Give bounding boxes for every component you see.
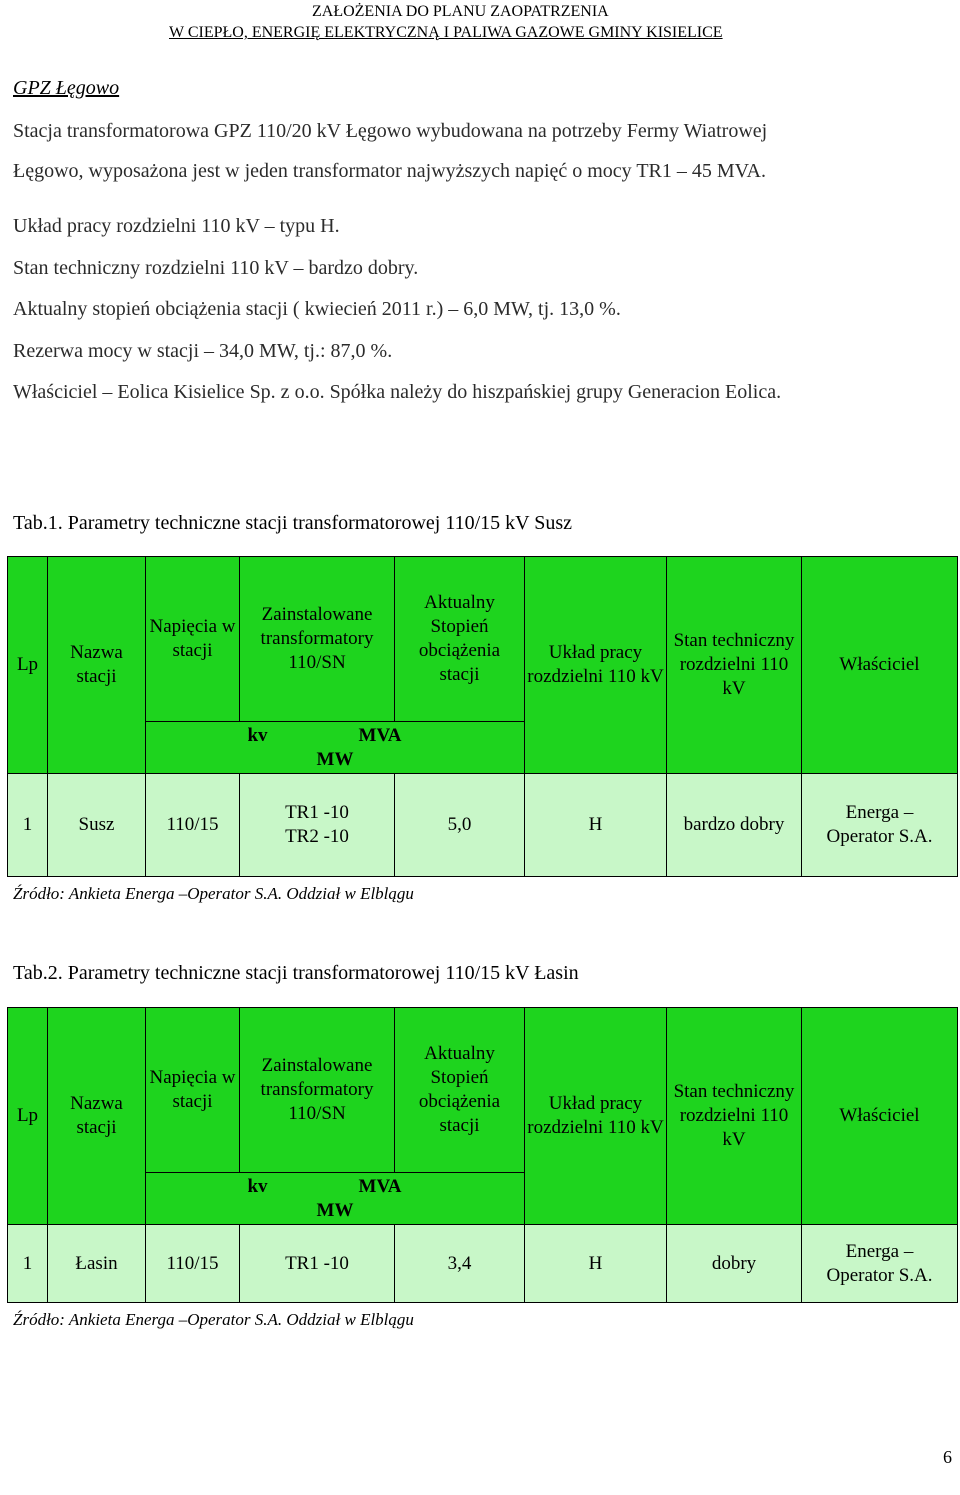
unit-kv: kv <box>247 1175 268 1197</box>
cell-tr2: TR2 -10 <box>285 826 349 847</box>
table-2-source: Źródło: Ankieta Energa –Operator S.A. Oddział w Elblągu <box>13 1310 414 1329</box>
cell-tr1: TR1 -10 <box>285 802 349 823</box>
cell-napiecia: 110/15 <box>146 1225 240 1303</box>
col-header-nazwa: Nazwa stacji <box>48 1008 146 1225</box>
cell-uklad: H <box>525 1225 667 1303</box>
cell-obciazenie: 5,0 <box>395 774 525 877</box>
unit-mva: MVA <box>358 1175 402 1197</box>
paragraph-line: Stacja transformatorowa GPZ 110/20 kV Łęgowo wybudowana na potrzeby Fermy Wiatrowej <box>13 120 768 142</box>
cell-lp: 1 <box>8 774 48 877</box>
cell-stan: dobry <box>667 1225 802 1303</box>
cell-wlasciciel-line2: Operator S.A. <box>826 1264 933 1286</box>
section-title: GPZ Łęgowo <box>13 77 120 99</box>
col-header-obciazenie: Aktualny Stopień obciążenia stacji <box>395 557 525 722</box>
units-row <box>146 722 525 774</box>
cell-wlasciciel <box>802 1225 958 1303</box>
col-header-lp: Lp <box>8 1008 48 1225</box>
units-row <box>146 1173 525 1225</box>
table-1-caption: Tab.1. Parametry techniczne stacji transformatorowej 110/15 kV Susz <box>13 512 572 534</box>
paragraph-line: Układ pracy rozdzielni 110 kV – typu H. <box>13 215 340 237</box>
col-header-wlasciciel: Właściciel <box>802 1008 958 1225</box>
cell-obciazenie: 3,4 <box>395 1225 525 1303</box>
col-header-uklad: Układ pracy rozdzielni 110 kV <box>525 1008 667 1225</box>
cell-wlasciciel <box>802 774 958 877</box>
cell-lp: 1 <box>8 1225 48 1303</box>
col-header-napiecia: Napięcia w stacji <box>146 1008 240 1173</box>
col-header-uklad: Układ pracy rozdzielni 110 kV <box>525 557 667 774</box>
page-number: 6 <box>943 1447 952 1467</box>
paragraph-line: Rezerwa mocy w stacji – 34,0 MW, tj.: 87,0 %. <box>13 340 393 362</box>
col-header-stan: Stan techniczny rozdzielni 110 kV <box>667 1008 802 1225</box>
paragraph-line: Stan techniczny rozdzielni 110 kV – bardzo dobry. <box>13 257 419 279</box>
cell-wlasciciel-line2: Operator S.A. <box>826 826 933 847</box>
header-line-2: W CIEPŁO, ENERGIĘ ELEKTRYCZNĄ I PALIWA GAZOWE GMINY KISIELICE <box>169 24 723 41</box>
cell-uklad: H <box>525 774 667 877</box>
unit-mva: MVA <box>358 724 402 746</box>
table-1-source: Źródło: Ankieta Energa –Operator S.A. Oddział w Elblągu <box>13 884 414 903</box>
cell-napiecia: 110/15 <box>146 774 240 877</box>
table-row <box>8 1225 958 1303</box>
cell-nazwa: Łasin <box>48 1225 146 1303</box>
unit-kv: kv <box>247 724 268 746</box>
cell-nazwa: Susz <box>48 774 146 877</box>
paragraph-line: Łęgowo, wyposażona jest w jeden transformator najwyższych napięć o mocy TR1 – 45 MVA. <box>13 160 766 182</box>
col-header-nazwa: Nazwa stacji <box>48 557 146 774</box>
unit-mw: MW <box>316 1199 354 1221</box>
cell-transformatory <box>240 774 395 877</box>
cell-transformatory: TR1 -10 <box>240 1225 395 1303</box>
cell-wlasciciel-line1: Energa – <box>845 1240 914 1262</box>
col-header-lp: Lp <box>8 557 48 774</box>
col-header-wlasciciel: Właściciel <box>802 557 958 774</box>
header-line-1: ZAŁOŻENIA DO PLANU ZAOPATRZENIA <box>312 3 609 20</box>
paragraph-line: Właściciel – Eolica Kisielice Sp. z o.o. Spółka należy do hiszpańskiej grupy Generacion Eolica. <box>13 381 782 403</box>
table-1 <box>7 556 958 877</box>
cell-wlasciciel-line1: Energa – <box>845 802 914 823</box>
table-row <box>8 774 958 877</box>
table-2-caption: Tab.2. Parametry techniczne stacji transformatorowej 110/15 kV Łasin <box>13 962 579 984</box>
paragraph-line: Aktualny stopień obciążenia stacji ( kwiecień 2011 r.) – 6,0 MW, tj. 13,0 %. <box>13 298 621 320</box>
cell-stan: bardzo dobry <box>667 774 802 877</box>
table-2 <box>7 1007 958 1303</box>
col-header-stan: Stan techniczny rozdzielni 110 kV <box>667 557 802 774</box>
col-header-obciazenie: Aktualny Stopień obciążenia stacji <box>395 1008 525 1173</box>
unit-mw: MW <box>316 748 354 770</box>
col-header-transformatory: Zainstalowane transformatory 110/SN <box>240 557 395 722</box>
col-header-transformatory: Zainstalowane transformatory 110/SN <box>240 1008 395 1173</box>
col-header-napiecia: Napięcia w stacji <box>146 557 240 722</box>
